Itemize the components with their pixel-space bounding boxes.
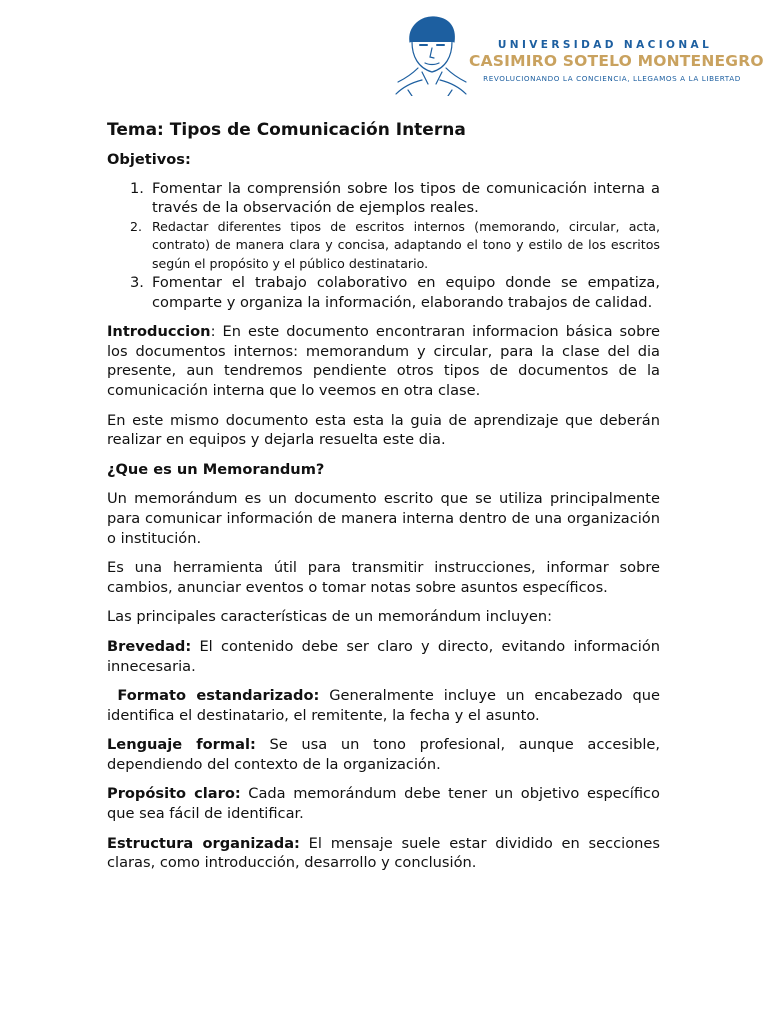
portrait-icon	[392, 12, 470, 96]
objective-item: 3. Fomentar el trabajo colaborativo en equipo donde se empatiza, comparte y organiza la información, elaborando trabajos de calidad.	[130, 274, 660, 311]
feature-item: Formato estandarizado: Generalmente incluye un encabezado que identifica el destinatario, el remitente, la fecha y el asunto.	[107, 687, 665, 724]
objectives-list	[107, 179, 660, 313]
document-title: Tema: Tipos de Comunicación Interna	[107, 120, 466, 140]
memo-definition: Un memorándum es un documento escrito que se utiliza principalmente para comunicar información de manera interna dentro de una organización o institución.	[107, 490, 660, 547]
objective-item: 2. Redactar diferentes tipos de escritos internos (memorando, circular, acta, contrato) de manera clara y concisa, adaptando el tono y estilo de los escritos según el propósito y el público destinatario.	[130, 218, 660, 271]
objective-item: 1. Fomentar la comprensión sobre los tipos de comunicación interna a través de la observación de ejemplos reales.	[130, 179, 660, 217]
university-slogan: REVOLUCIONANDO LA CONCIENCIA, LLEGAMOS A LA LIBERTAD	[483, 74, 741, 83]
university-name: CASIMIRO SOTELO MONTENEGRO	[469, 52, 764, 70]
intro-paragraph	[107, 322, 660, 400]
feature-item: Lenguaje formal: Se usa un tono profesional, aunque accesible, dependiendo del contexto de la organización.	[107, 736, 660, 773]
objectives-heading: Objetivos:	[107, 151, 191, 168]
feature-item: Propósito claro: Cada memorándum debe tener un objetivo específico que sea fácil de identificar.	[107, 785, 660, 823]
university-line: UNIVERSIDAD NACIONAL	[497, 39, 713, 51]
feature-item: Brevedad: El contenido debe ser claro y directo, evitando información innecesaria.	[107, 637, 660, 675]
features-intro: Las principales características de un memorándum incluyen:	[107, 608, 553, 626]
feature-item: Estructura organizada: El mensaje suele estar dividido en secciones claras, como introducción, desarrollo y conclusión.	[107, 834, 660, 872]
intro-text: : En este documento encontraran informacion básica sobre los documentos internos: memorandum y circular, para la clase del dia presente, aun tendremos pendiente otros tipos de documentos de la comunicación interna que lo veemos en otra clase.	[107, 323, 660, 399]
document-body	[107, 117, 665, 883]
guide-paragraph: En este mismo documento esta esta la guia de aprendizaje que deberán realizar en equipos y dejarla resuelta este dia.	[107, 411, 660, 449]
memo-question-heading: ¿Que es un Memorandum?	[107, 460, 325, 478]
intro-label: Introduccion	[107, 323, 211, 341]
university-logo	[392, 12, 762, 96]
memo-tool-paragraph: Es una herramienta útil para transmitir instrucciones, informar sobre cambios, anunciar eventos o tomar notas sobre asuntos específicos.	[107, 559, 660, 596]
